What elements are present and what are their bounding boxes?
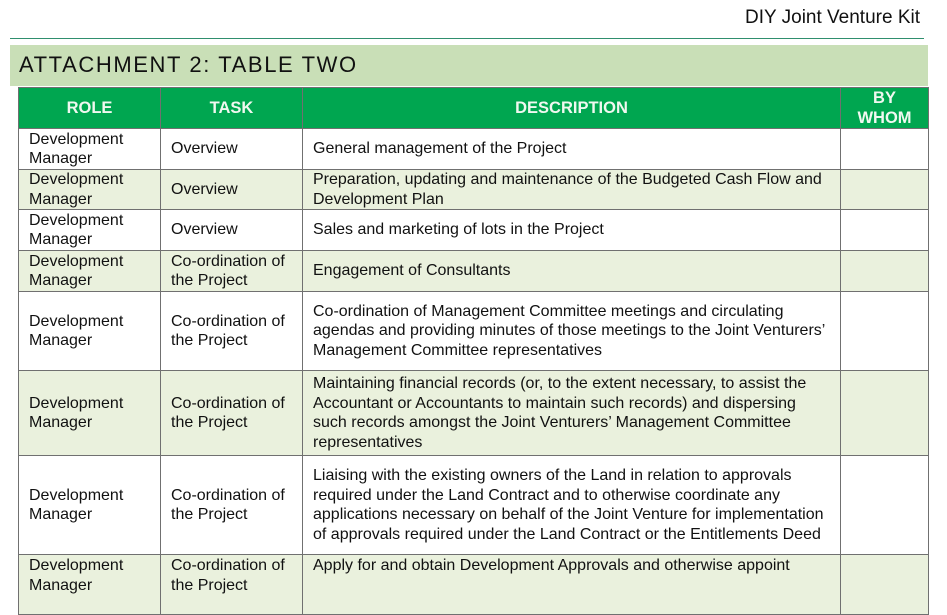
column-header-role: ROLE — [19, 88, 161, 129]
by-whom-line2: WHOM — [857, 109, 912, 127]
document-title: DIY Joint Venture Kit — [745, 7, 920, 28]
table-header-row — [19, 88, 929, 129]
cell-description: Engagement of Consultants — [303, 251, 841, 292]
table-row — [19, 170, 929, 210]
cell-task: Co-ordination of the Project — [161, 292, 303, 371]
document-header — [0, 0, 947, 38]
cell-task: Co-ordination of the Project — [161, 555, 303, 615]
cell-role: Development Manager — [19, 555, 161, 615]
cell-description: Liaising with the existing owners of the Land in relation to approvals required under the Land Contract and to otherwise coordinate any applications necessary on behalf of the Joint Venture for implementation of approvals required under the Land Contract or the Entitlements Deed — [303, 456, 841, 555]
cell-description: Maintaining financial records (or, to the extent necessary, to assist the Accountant or Accountants to maintain such records) and dispersing such records amongst the Joint Venturers’ Management Committee representatives — [303, 371, 841, 456]
cell-task: Co-ordination of the Project — [161, 456, 303, 555]
cell-role: Development Manager — [19, 371, 161, 456]
table-row — [19, 210, 929, 251]
table-row — [19, 371, 929, 456]
cell-role: Development Manager — [19, 210, 161, 251]
cell-task: Co-ordination of the Project — [161, 251, 303, 292]
section-banner — [10, 45, 928, 86]
roles-table — [18, 87, 929, 615]
section-heading: ATTACHMENT 2: TABLE TWO — [19, 52, 358, 77]
table-row — [19, 251, 929, 292]
cell-role: Development Manager — [19, 129, 161, 170]
cell-role: Development Manager — [19, 292, 161, 371]
header-divider — [10, 38, 924, 39]
cell-by-whom[interactable] — [841, 210, 929, 251]
cell-task: Overview — [161, 170, 303, 210]
cell-by-whom[interactable] — [841, 371, 929, 456]
cell-by-whom[interactable] — [841, 170, 929, 210]
table-row — [19, 292, 929, 371]
cell-description: Preparation, updating and maintenance of the Budgeted Cash Flow and Development Plan — [303, 170, 841, 210]
cell-task: Co-ordination of the Project — [161, 371, 303, 456]
cell-by-whom[interactable] — [841, 251, 929, 292]
cell-task: Overview — [161, 210, 303, 251]
cell-description: Apply for and obtain Development Approvals and otherwise appoint — [303, 555, 841, 615]
cell-by-whom[interactable] — [841, 555, 929, 615]
column-header-description: DESCRIPTION — [303, 88, 841, 129]
table-row — [19, 555, 929, 615]
column-header-task: TASK — [161, 88, 303, 129]
table-row — [19, 129, 929, 170]
cell-by-whom[interactable] — [841, 292, 929, 371]
cell-task: Overview — [161, 129, 303, 170]
cell-by-whom[interactable] — [841, 456, 929, 555]
column-header-by-whom — [841, 88, 929, 129]
cell-description: General management of the Project — [303, 129, 841, 170]
cell-by-whom[interactable] — [841, 129, 929, 170]
by-whom-line1: BY — [873, 89, 896, 107]
cell-role: Development Manager — [19, 170, 161, 210]
cell-role: Development Manager — [19, 456, 161, 555]
cell-description: Co-ordination of Management Committee meetings and circulating agendas and providing minutes of those meetings to the Joint Venturers’ Management Committee representatives — [303, 292, 841, 371]
cell-role: Development Manager — [19, 251, 161, 292]
cell-description: Sales and marketing of lots in the Project — [303, 210, 841, 251]
table-row — [19, 456, 929, 555]
